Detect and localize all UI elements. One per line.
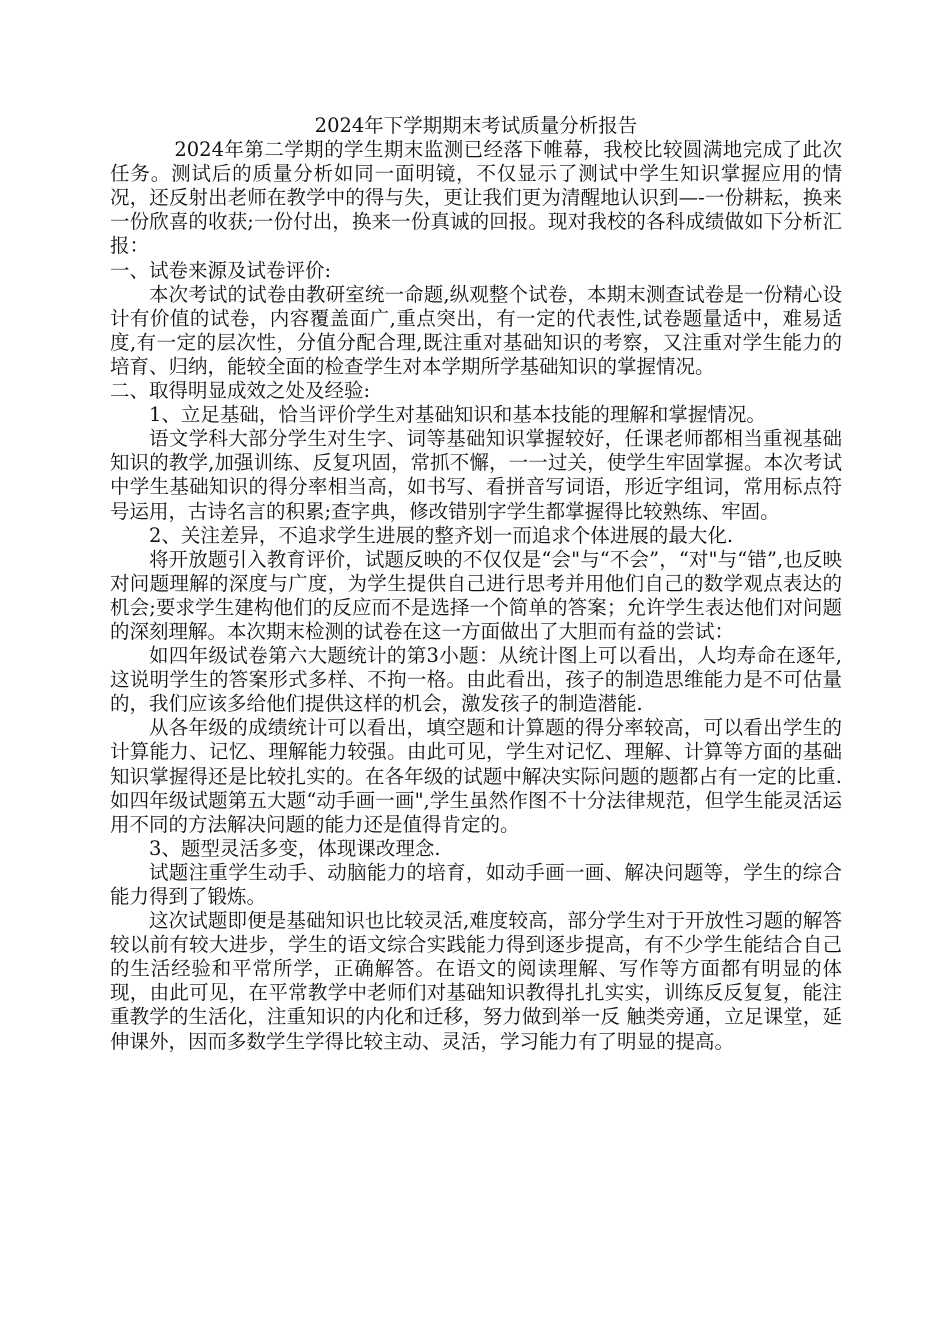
point2-paragraph-1: 将开放题引入教育评价，试题反映的不仅仅是“会"与“不会”，“对"与“错”,也反映对问题理解的深度与广度，为学生提供自己进行思考并用他们自己的数学观点表达的机会;要求学生建构他们的反应而不是选择一个简单的答案；允许学生表达他们对问题的深刻理解。本次期末检测的试卷在这一方面做出了大胆而有益的尝试： [110, 547, 842, 643]
point2-paragraph-3: 从各年级的成绩统计可以看出，填空题和计算题的得分率较高，可以看出学生的计算能力、记忆、理解能力较强。由此可见，学生对记忆、理解、计算等方面的基础知识掌握得还是比较扎实的。在各年级的试题中解决实际问题的题都占有一定的比重.如四年级试题第五大题“动手画一画",学生虽然作图不十分法律规范，但学生能灵活运用不同的方法解决问题的能力还是值得肯定的。 [110, 716, 842, 836]
point-heading-3: 3、题型灵活多变，体现课改理念. [149, 836, 441, 860]
intro-paragraph: 2024年第二学期的学生期末监测已经落下帷幕，我校比较圆满地完成了此次任务。测试后的质量分析如同一面明镜，不仅显示了测试中学生知识掌握应用的情况，还反射出老师在教学中的得与失，更让我们更为清醒地认识到—-一份耕耘，换来一份欣喜的收获;一份付出，换来一份真诚的回报。现对我校的各科成绩做如下分析汇报： [110, 138, 842, 258]
point3-paragraph-2: 这次试题即便是基础知识也比较灵活,难度较高，部分学生对于开放性习题的解答较以前有较大进步，学生的语文综合实践能力得到逐步提高，有不少学生能结合自己的生活经验和平常所学，正确解答。在语文的阅读理解、写作等方面都有明显的体现，由此可见，在平常教学中老师们对基础知识教得扎扎实实，训练反反复复，能注重教学的生活化，注重知识的内化和迁移，努力做到举一反 触类旁通，立足课堂，延伸课外，因而多数学生学得比较主动、灵活，学习能力有了明显的提高。 [110, 909, 842, 1053]
section-heading-2: 二、取得明显成效之处及经验: [110, 379, 371, 403]
document-title: 2024年下学期期末考试质量分析报告 [314, 114, 638, 137]
point1-paragraph: 语文学科大部分学生对生字、词等基础知识掌握较好，任课老师都相当重视基础知识的教学,加强训练、反复巩固，常抓不懈，一一过关，使学生牢固掌握。本次考试中学生基础知识的得分率相当高，如书写、看拼音写词语，形近字组词，常用标点符号运用，古诗名言的积累;查字典，修改错别字学生都掌握得比较熟练、牢固。 [110, 427, 842, 523]
point3-paragraph-1: 试题注重学生动手、动脑能力的培育，如动手画一画、解决问题等，学生的综合能力得到了锻炼。 [110, 860, 842, 908]
point2-paragraph-2: 如四年级试卷第六大题统计的第3小题：从统计图上可以看出，人均寿命在逐年,这说明学生的答案形式多样、不拘一格。由此看出，孩子的制造思维能力是不可估量的，我们应该多给他们提供这样的机会，激发孩子的制造潜能. [110, 644, 842, 716]
point-heading-1: 1、立足基础，恰当评价学生对基础知识和基本技能的理解和掌握情况。 [149, 403, 766, 427]
section1-paragraph: 本次考试的试卷由教研室统一命题,纵观整个试卷，本期末测查试卷是一份精心设计有价值的试卷，内容覆盖面广,重点突出，有一定的代表性,试卷题量适中，难易适度,有一定的层次性，分值分配合理,既注重对基础知识的考察，又注重对学生能力的培育、归纳，能较全面的检查学生对本学期所学基础知识的掌握情况。 [110, 282, 842, 378]
document-page [110, 114, 842, 1054]
section-heading-1: 一、试卷来源及试卷评价: [110, 258, 332, 282]
point-heading-2: 2、关注差异，不追求学生进展的整齐划一而追求个体进展的最大化. [149, 523, 734, 547]
